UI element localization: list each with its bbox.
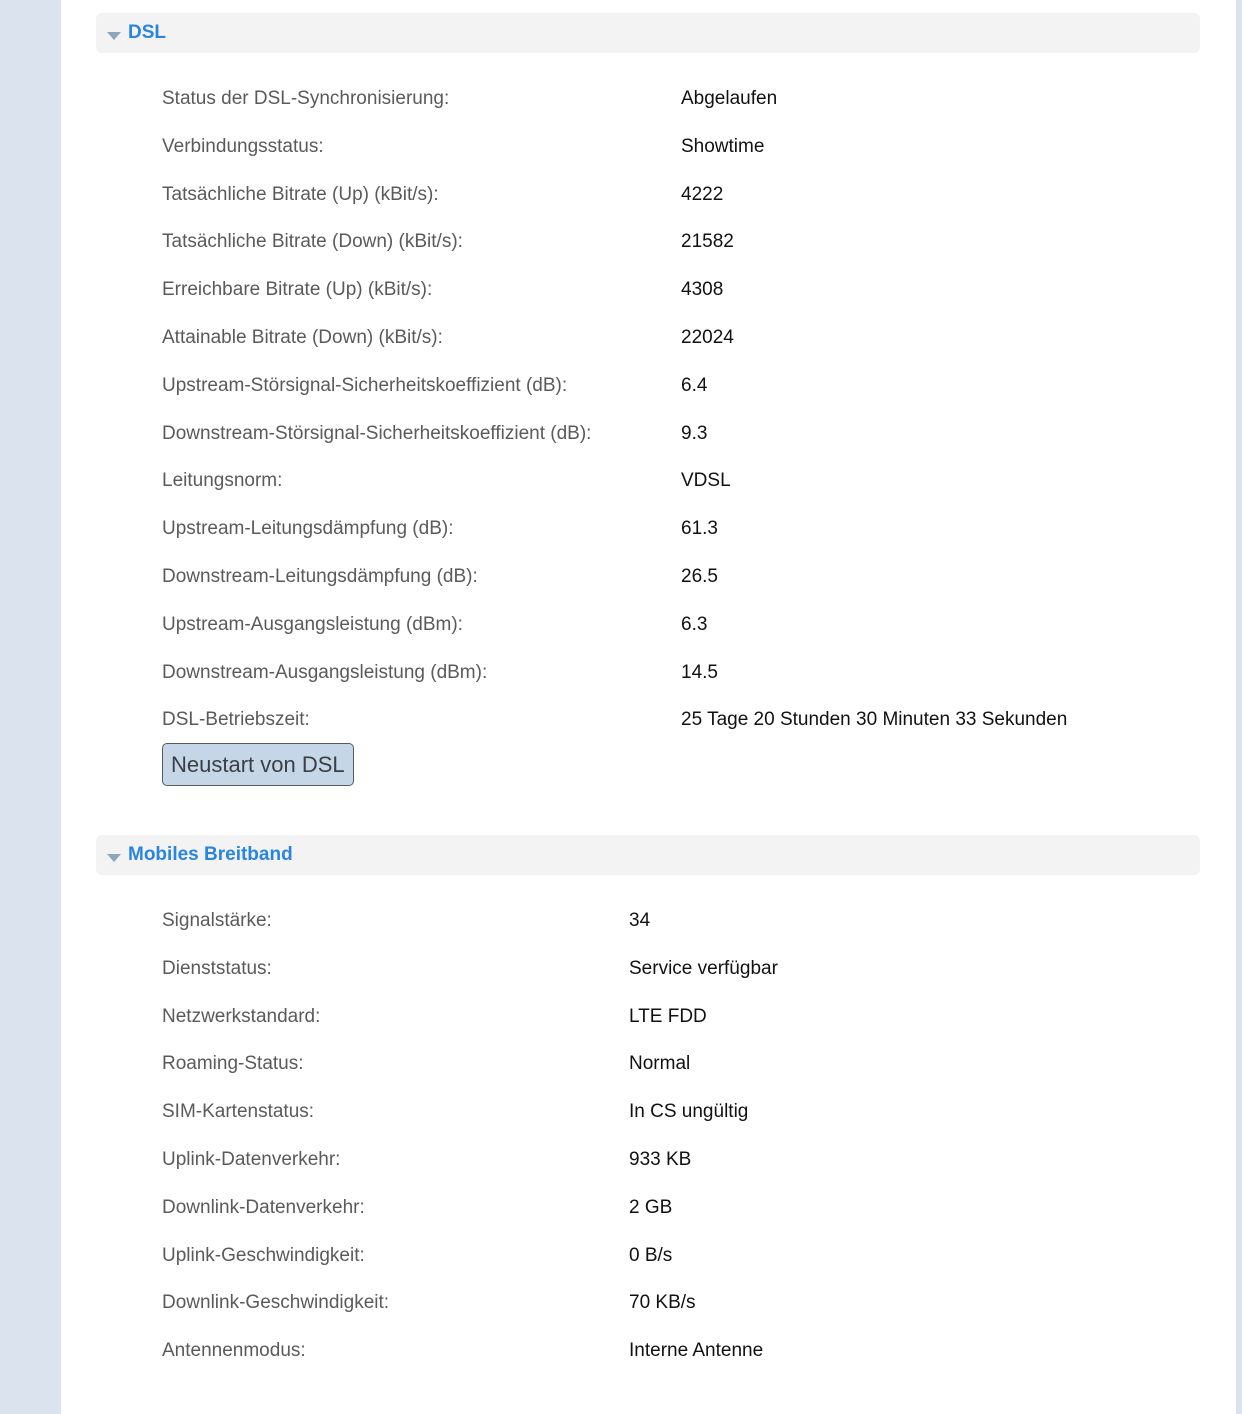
row-label: Signalstärke: bbox=[162, 910, 272, 931]
row-label: Uplink-Geschwindigkeit: bbox=[162, 1244, 365, 1266]
row-label: Downstream-Ausgangsleistung (dBm): bbox=[162, 661, 488, 683]
row-label: Verbindungsstatus: bbox=[162, 135, 324, 157]
info-row bbox=[162, 614, 1202, 662]
info-row bbox=[162, 423, 1202, 471]
collapse-triangle-icon[interactable] bbox=[107, 32, 121, 40]
mobile-broadband-section-title[interactable]: Mobiles Breitband bbox=[128, 844, 293, 865]
content-panel bbox=[61, 0, 1236, 1414]
row-value: Normal bbox=[629, 1053, 691, 1075]
info-row bbox=[162, 958, 1202, 1006]
row-value: 34 bbox=[629, 910, 651, 931]
row-value: 4308 bbox=[681, 279, 724, 301]
row-value: 22024 bbox=[681, 326, 734, 348]
row-value: 21582 bbox=[681, 231, 734, 253]
row-label: Tatsächliche Bitrate (Up) (kBit/s): bbox=[162, 183, 439, 205]
row-label: Attainable Bitrate (Down) (kBit/s): bbox=[162, 326, 443, 348]
row-value: 9.3 bbox=[681, 422, 708, 444]
row-value: 0 B/s bbox=[629, 1244, 673, 1266]
info-row bbox=[162, 662, 1202, 710]
info-row bbox=[162, 910, 1202, 958]
restart-dsl-button[interactable]: Neustart von DSL bbox=[162, 743, 354, 786]
row-label: Upstream-Leitungsdämpfung (dB): bbox=[162, 518, 454, 540]
info-row bbox=[162, 279, 1202, 327]
row-value: In CS ungültig bbox=[629, 1101, 749, 1123]
row-value: 26.5 bbox=[681, 565, 718, 587]
row-value: 4222 bbox=[681, 183, 724, 205]
row-label: Dienststatus: bbox=[162, 957, 272, 979]
collapse-triangle-icon[interactable] bbox=[107, 854, 121, 862]
mobile-broadband-section-header[interactable] bbox=[96, 835, 1200, 875]
mobile-info-list bbox=[162, 910, 1202, 1388]
row-label: Antennenmodus: bbox=[162, 1340, 306, 1362]
row-label: Upstream-Störsignal-Sicherheitskoeffizient (dB): bbox=[162, 374, 568, 396]
row-value: Service verfügbar bbox=[629, 957, 778, 979]
row-label: Netzwerkstandard: bbox=[162, 1005, 321, 1027]
row-value: 70 KB/s bbox=[629, 1292, 696, 1314]
info-row bbox=[162, 184, 1202, 232]
row-value: Abgelaufen bbox=[681, 88, 778, 109]
row-value: Showtime bbox=[681, 135, 765, 157]
info-row bbox=[162, 518, 1202, 566]
info-row bbox=[162, 231, 1202, 279]
row-label: Roaming-Status: bbox=[162, 1053, 304, 1075]
info-row bbox=[162, 470, 1202, 518]
row-label: Upstream-Ausgangsleistung (dBm): bbox=[162, 613, 463, 635]
row-value: LTE FDD bbox=[629, 1005, 707, 1027]
row-label: Downstream-Leitungsdämpfung (dB): bbox=[162, 565, 478, 587]
row-label: Downlink-Geschwindigkeit: bbox=[162, 1292, 390, 1314]
info-row bbox=[162, 327, 1202, 375]
row-value: 25 Tage 20 Stunden 30 Minuten 33 Sekunden bbox=[681, 709, 1068, 731]
info-row bbox=[162, 1006, 1202, 1054]
dsl-info-list bbox=[162, 88, 1202, 757]
row-value: VDSL bbox=[681, 470, 731, 492]
info-row bbox=[162, 136, 1202, 184]
row-label: Downlink-Datenverkehr: bbox=[162, 1196, 365, 1218]
row-value: 6.4 bbox=[681, 374, 708, 396]
info-row bbox=[162, 1053, 1202, 1101]
info-row bbox=[162, 1292, 1202, 1340]
info-row bbox=[162, 1340, 1202, 1388]
row-value: Interne Antenne bbox=[629, 1340, 764, 1362]
row-label: SIM-Kartenstatus: bbox=[162, 1101, 315, 1123]
row-label: Leitungsnorm: bbox=[162, 470, 283, 492]
info-row bbox=[162, 1197, 1202, 1245]
row-label: Tatsächliche Bitrate (Down) (kBit/s): bbox=[162, 231, 463, 253]
row-label: DSL-Betriebszeit: bbox=[162, 709, 310, 731]
info-row bbox=[162, 88, 1202, 136]
info-row bbox=[162, 1149, 1202, 1197]
row-value: 6.3 bbox=[681, 613, 708, 635]
row-label: Uplink-Datenverkehr: bbox=[162, 1148, 341, 1170]
row-label: Downstream-Störsignal-Sicherheitskoeffizient (dB): bbox=[162, 422, 592, 444]
row-value: 933 KB bbox=[629, 1148, 692, 1170]
row-label: Erreichbare Bitrate (Up) (kBit/s): bbox=[162, 279, 433, 301]
row-value: 14.5 bbox=[681, 661, 718, 683]
dsl-section-title[interactable]: DSL bbox=[128, 22, 166, 43]
info-row bbox=[162, 1245, 1202, 1293]
info-row bbox=[162, 1101, 1202, 1149]
row-value: 2 GB bbox=[629, 1196, 673, 1218]
row-value: 61.3 bbox=[681, 518, 718, 540]
row-label: Status der DSL-Synchronisierung: bbox=[162, 88, 450, 109]
dsl-section-header[interactable] bbox=[96, 13, 1200, 53]
info-row bbox=[162, 566, 1202, 614]
info-row bbox=[162, 375, 1202, 423]
